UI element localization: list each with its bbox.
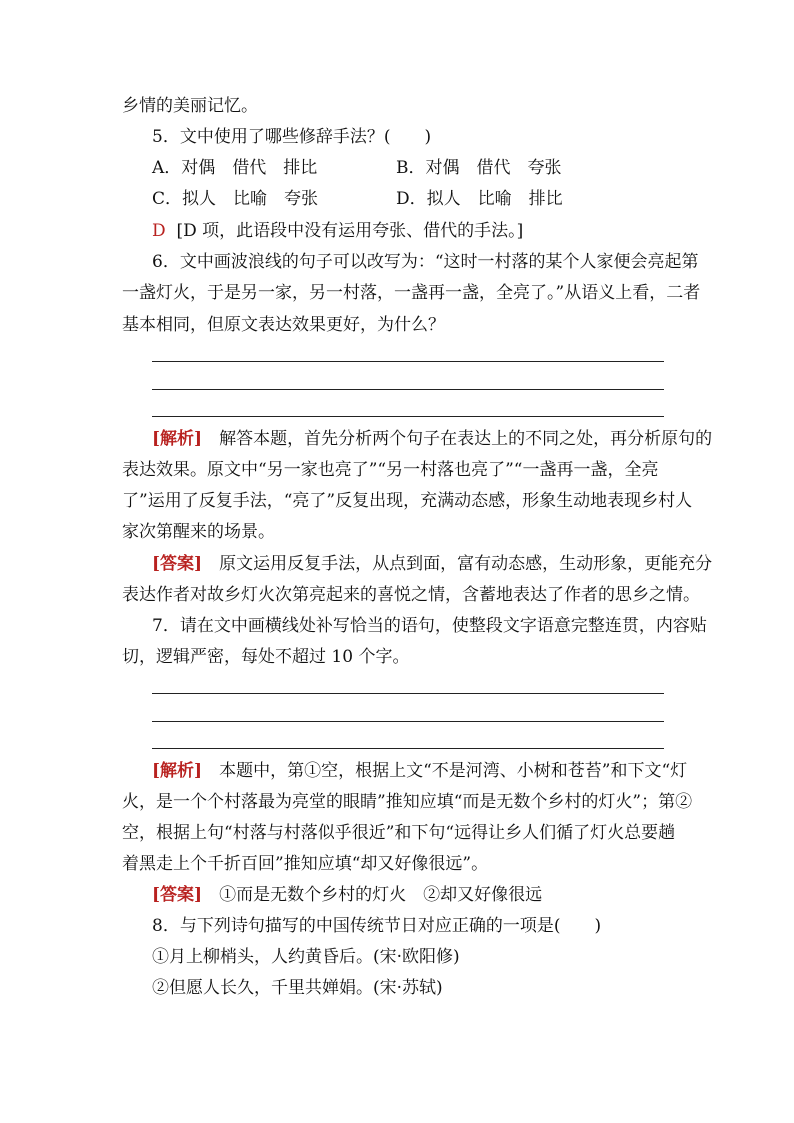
analysis-text: 解答本题，首先分析两个句子在表达上的不同之处，再分析原句的 xyxy=(202,429,713,449)
poem-line-1: ①月上柳梢头，人约黄昏后。(宋·欧阳修) xyxy=(152,947,460,967)
text-line: 乡情的美丽记忆。 xyxy=(122,96,258,116)
answer-explanation: [D 项，此语段中没有运用夸张、借代的手法。] xyxy=(176,221,524,241)
analysis-tag: [解析] xyxy=(152,429,203,449)
analysis-7-line-3: 空，根据上句“村落与村落似乎很近”和下句“远得让乡人们循了灯火总要趟 xyxy=(122,823,676,843)
question-7-line-2: 切，逻辑严密，每处不超过 10 个字。 xyxy=(122,647,410,667)
answer-5 xyxy=(152,219,523,243)
question-7-line-1: 7．请在文中画横线处补写恰当的语句，使整段文字语意完整连贯，内容贴 xyxy=(152,616,707,636)
analysis-6-line-2: 表达效果。原文中“另一家也亮了”“另一村落也亮了”“一盏再一盏，全亮 xyxy=(122,460,659,480)
analysis-7-line-4: 着黑走上个千折百回”推知应填“却又好像很远”。 xyxy=(122,854,489,874)
analysis-6-line-4: 家次第醒来的场景。 xyxy=(122,522,275,542)
option-a: A．对偶 借代 排比 xyxy=(152,158,318,178)
answer-blank-line xyxy=(152,389,664,390)
poem-line-2: ②但愿人长久，千里共婵娟。(宋·苏轼) xyxy=(152,978,443,998)
answer-blank-line xyxy=(152,721,664,722)
answer-text: 原文运用反复手法，从点到面，富有动态感，生动形象，更能充分 xyxy=(202,554,713,574)
analysis-tag: [解析] xyxy=(152,761,203,781)
analysis-text: 本题中，第①空，根据上文“不是河湾、小树和苍苔”和下文“灯 xyxy=(202,761,688,781)
answer-tag: [答案] xyxy=(152,554,203,574)
answer-blank-line xyxy=(152,748,664,749)
question-6-line-3: 基本相同，但原文表达效果更好，为什么？ xyxy=(122,315,445,335)
answer-7 xyxy=(152,883,542,907)
answer-blank-line xyxy=(152,693,664,694)
answer-blank-line xyxy=(152,416,664,417)
answer-tag: [答案] xyxy=(152,885,203,905)
answer-6-line-2: 表达作者对故乡灯火次第亮起来的喜悦之情，含蓄地表达了作者的思乡之情。 xyxy=(122,585,700,605)
question-8: 8．与下列诗句描写的中国传统节日对应正确的一项是( ) xyxy=(152,916,602,936)
analysis-6-line-1 xyxy=(152,427,712,451)
option-b: B．对偶 借代 夸张 xyxy=(396,158,562,178)
answer-text: ①而是无数个乡村的灯火 ②却又好像很远 xyxy=(202,885,543,905)
answer-6-line-1 xyxy=(152,552,712,576)
answer-letter: D xyxy=(152,221,166,241)
analysis-6-line-3: 了”运用了反复手法，“亮了”反复出现，充满动态感，形象生动地表现乡村人 xyxy=(122,491,693,511)
analysis-7-line-1 xyxy=(152,759,687,783)
analysis-7-line-2: 火，是一个个村落最为亮堂的眼睛”推知应填“而是无数个乡村的灯火”；第② xyxy=(122,792,693,812)
question-6-line-1: 6．文中画波浪线的句子可以改写为：“这时一村落的某个人家便会亮起第 xyxy=(152,252,699,272)
option-c: C．拟人 比喻 夸张 xyxy=(152,189,319,209)
question-5: 5．文中使用了哪些修辞手法？( ) xyxy=(152,127,432,147)
option-d: D．拟人 比喻 排比 xyxy=(396,189,563,209)
answer-blank-line xyxy=(152,361,664,362)
question-6-line-2: 一盏灯火，于是另一家，另一村落，一盏再一盏，全亮了。”从语义上看，二者 xyxy=(122,283,701,303)
